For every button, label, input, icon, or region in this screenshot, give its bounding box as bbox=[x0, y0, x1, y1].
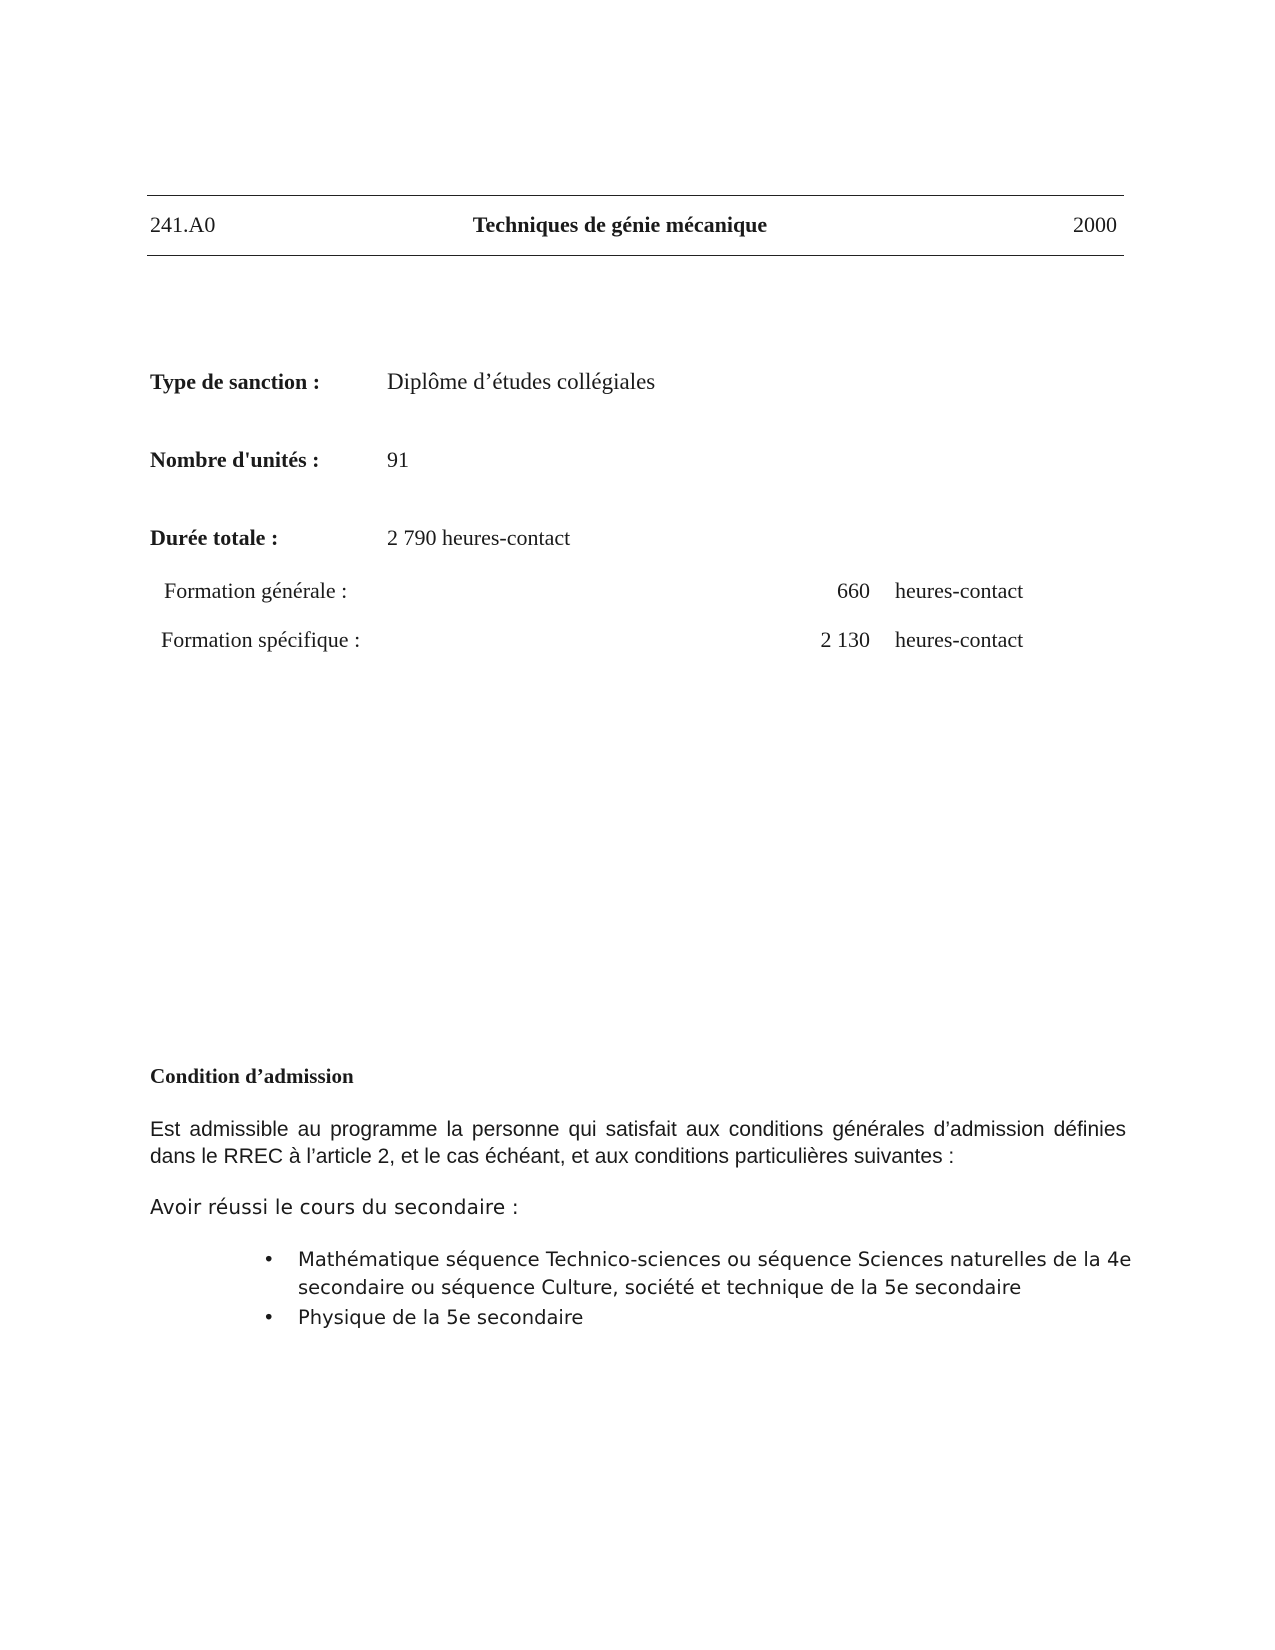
list-item bbox=[263, 1246, 1133, 1302]
admission-paragraph: Est admissible au programme la personne qui satisfait aux conditions générales d’admission définies dans le RREC à l’article 2, et le cas échéant, et aux conditions particulières suivantes : bbox=[150, 1118, 1126, 1168]
general-training-unit: heures-contact bbox=[895, 578, 1024, 603]
header-bottom-rule bbox=[147, 255, 1124, 256]
units-label: Nombre d'unités : bbox=[150, 447, 320, 472]
specific-training-label: Formation spécifique : bbox=[161, 627, 361, 652]
sanction-label: Type de sanction : bbox=[150, 369, 321, 394]
requirements-list bbox=[263, 1246, 1133, 1334]
specific-training-unit: heures-contact bbox=[895, 627, 1024, 652]
bullet-icon: • bbox=[263, 1306, 275, 1329]
requirement-text: Physique de la 5e secondaire bbox=[298, 1306, 584, 1329]
admission-title: Condition d’admission bbox=[150, 1064, 354, 1088]
duration-value: 2 790 heures-contact bbox=[387, 525, 571, 550]
list-item bbox=[263, 1304, 1133, 1332]
sanction-value: Diplôme d’études collégiales bbox=[387, 369, 656, 394]
prereq-intro: Avoir réussi le cours du secondaire : bbox=[150, 1195, 519, 1219]
general-training-label: Formation générale : bbox=[164, 578, 348, 603]
bullet-icon: • bbox=[263, 1248, 275, 1271]
units-value: 91 bbox=[387, 447, 409, 472]
requirement-text: Mathématique séquence Technico-sciences ou séquence Sciences naturelles de la 4e secondaire ou séquence Culture, société et technique de la 5e secondaire bbox=[298, 1248, 1132, 1299]
program-title: Techniques de génie mécanique bbox=[472, 212, 768, 237]
header-top-rule bbox=[147, 195, 1124, 196]
duration-label: Durée totale : bbox=[150, 525, 279, 550]
general-training-hours: 660 bbox=[837, 578, 870, 603]
program-code: 241.A0 bbox=[150, 212, 216, 237]
program-year: 2000 bbox=[1073, 212, 1117, 237]
specific-training-hours: 2 130 bbox=[820, 627, 870, 652]
